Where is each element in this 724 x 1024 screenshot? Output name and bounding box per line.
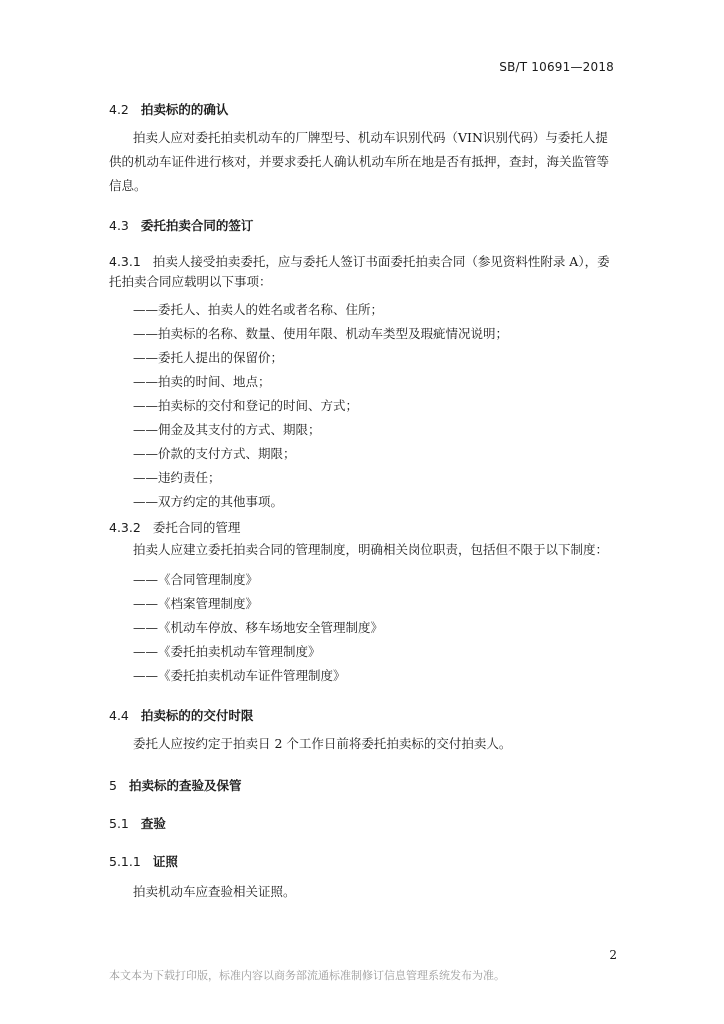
list-item: ——违约责任； <box>133 470 221 485</box>
section-4-2-heading <box>109 100 228 118</box>
list-item: ——拍卖标的交付和登记的时间、方式； <box>133 398 359 413</box>
list-item: ——拍卖的时间、地点； <box>133 374 271 389</box>
paragraph-line: 拍卖人应对委托拍卖机动车的厂牌型号、机动车识别代码（VIN识别代码）与委托人提 <box>133 130 608 145</box>
list-item: ——《委托拍卖机动车证件管理制度》 <box>133 668 346 683</box>
paragraph-line: 拍卖人应建立委托拍卖合同的管理制度，明确相关岗位职责，包括但不限于以下制度： <box>133 542 609 557</box>
section-number: 4.3.1 <box>109 254 141 269</box>
list-item: ——《委托拍卖机动车管理制度》 <box>133 644 321 659</box>
section-title: 证照 <box>152 854 178 869</box>
paragraph-line: 委托人应按约定于拍卖日 2 个工作日前将委托拍卖标的交付拍卖人。 <box>133 736 512 751</box>
section-number: 4.2 <box>109 102 129 117</box>
section-4-4-heading <box>109 706 253 724</box>
section-number: 4.3 <box>109 218 129 233</box>
list-item: ——委托人、拍卖人的姓名或者名称、住所； <box>133 302 384 317</box>
section-5-1-heading <box>109 814 166 832</box>
list-item: ——委托人提出的保留价； <box>133 350 284 365</box>
list-item: ——双方约定的其他事项。 <box>133 494 284 509</box>
section-4-3-1-line <box>109 252 610 270</box>
paragraph-line: 托拍卖合同应载明以下事项： <box>109 274 272 289</box>
paragraph-line: 拍卖机动车应查验相关证照。 <box>133 884 296 899</box>
paragraph-line: 供的机动车证件进行核对，并要求委托人确认机动车所在地是否有抵押，查封，海关监管等 <box>109 154 610 169</box>
section-title: 拍卖标的的交付时限 <box>140 708 254 723</box>
section-number: 5.1.1 <box>109 854 141 869</box>
paragraph-line: 信息。 <box>109 178 147 193</box>
section-title: 委托拍卖合同的签订 <box>140 218 254 233</box>
list-item: ——《机动车停放、移车场地安全管理制度》 <box>133 620 384 635</box>
paragraph-line: 拍卖人接受拍卖委托，应与委托人签订书面委托拍卖合同（参见资料性附录 A），委 <box>152 254 610 269</box>
list-item: ——《合同管理制度》 <box>133 572 259 587</box>
section-4-3-2-heading <box>109 518 240 536</box>
section-title: 拍卖标的的确认 <box>140 102 229 117</box>
section-title: 委托合同的管理 <box>152 520 241 535</box>
list-item: ——《档案管理制度》 <box>133 596 259 611</box>
document-code: SB/T 10691—2018 <box>499 60 614 74</box>
section-number: 4.4 <box>109 708 129 723</box>
list-item: ——价款的支付方式、期限； <box>133 446 296 461</box>
section-number: 4.3.2 <box>109 520 141 535</box>
section-number: 5 <box>109 778 117 793</box>
section-title: 查验 <box>140 816 166 831</box>
list-item: ——拍卖标的名称、数量、使用年限、机动车类型及瑕疵情况说明； <box>133 326 509 341</box>
page-number: 2 <box>609 948 617 962</box>
section-number: 5.1 <box>109 816 129 831</box>
section-title: 拍卖标的查验及保管 <box>128 778 242 793</box>
section-5-1-1-heading <box>109 852 178 870</box>
section-4-3-heading <box>109 216 253 234</box>
section-5-heading <box>109 776 241 794</box>
list-item: ——佣金及其支付的方式、期限； <box>133 422 321 437</box>
footer-note: 本文本为下载打印版，标准内容以商务部流通标准制修订信息管理系统发布为准。 <box>109 969 505 982</box>
